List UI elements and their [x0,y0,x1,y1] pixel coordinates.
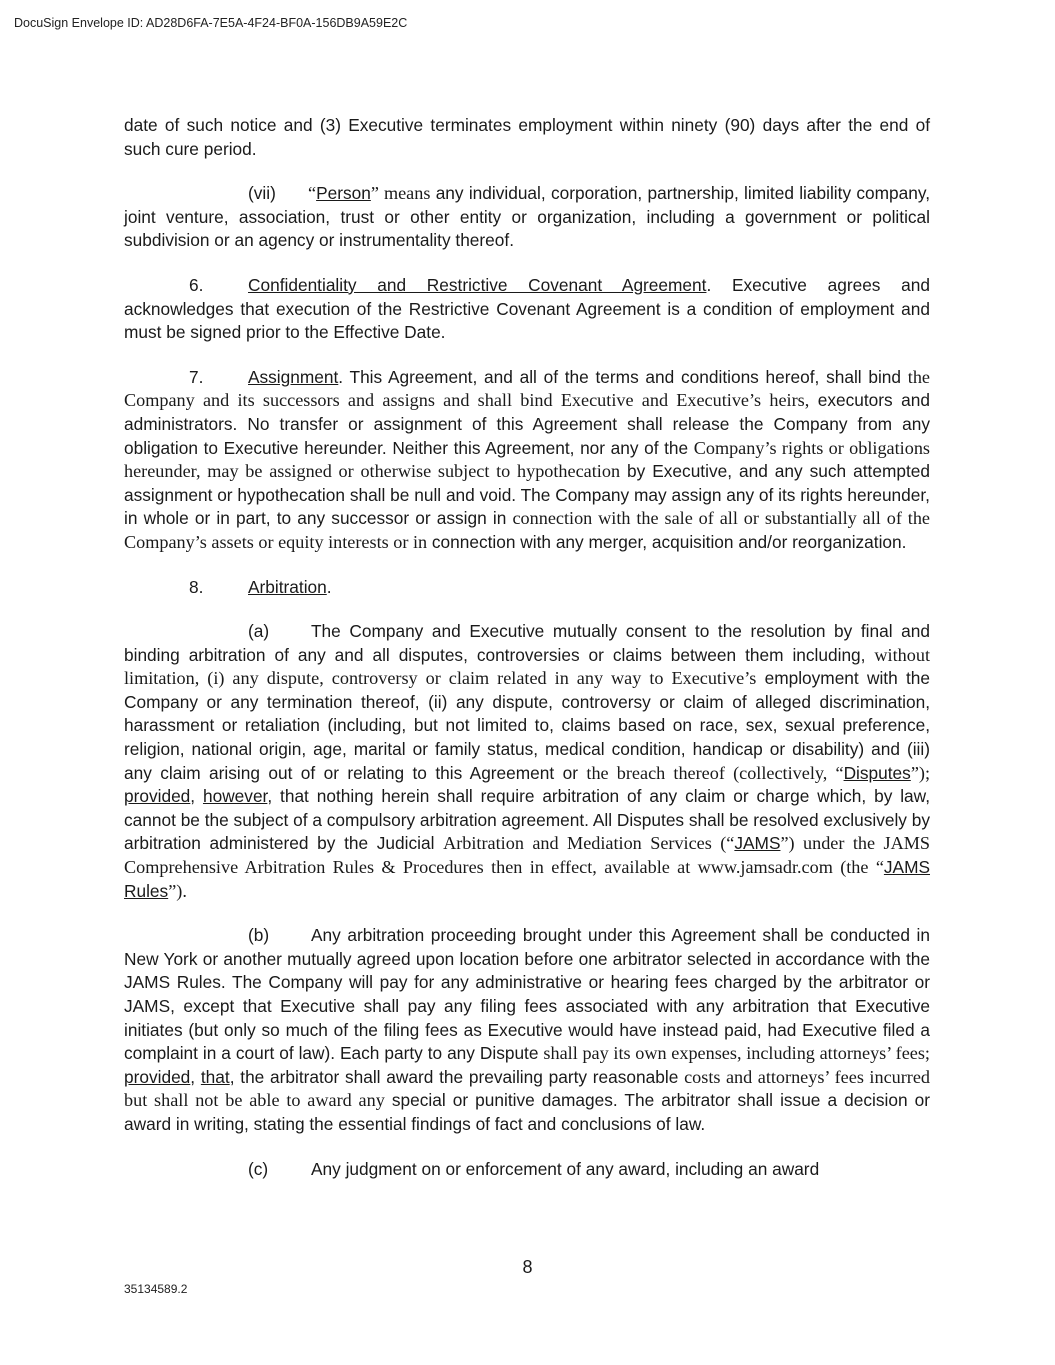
defined-term-person: Person [316,183,371,204]
section-text: . This Agreement, and all of the terms and conditions hereof, shall bind [338,366,908,387]
subsection-a [124,620,930,903]
definition-text: any individual, corporation, partnership, limited liability company, joint venture, association, trust or other entity or organization, including a government or political subdivision or an agency or instrumentality thereof. [124,183,930,251]
defined-term-jams: JAMS [734,833,781,854]
section-6 [124,274,930,345]
section-number: 7. [189,366,204,387]
subsection-text: , the arbitrator shall award the prevailing party reasonable [229,1066,685,1087]
section-text-serif: connection with the sale of all or substantially all of the Company’s assets or equity interests or in [124,508,930,552]
subsection-number: (a) [248,621,270,642]
subsection-number: (c) [248,1158,269,1179]
section-heading-period: . [326,576,332,597]
subsection-b [124,924,930,1136]
section-text: by Executive, and any such attempted assignment or hypothecation shall be null and void. The Company may assign any of its rights hereunder, in whole or in part, to any successor or assign in [124,461,930,529]
page-body [124,114,930,1202]
comma: , [190,786,203,807]
defined-term-jams-rules: JAMS Rules [124,857,930,901]
subsection-text-serif: ”); [910,762,930,783]
comma: , [190,1066,201,1087]
term-provided: provided [124,786,191,807]
section-number: 6. [189,274,204,295]
subsection-text: Any arbitration proceeding brought under this Agreement shall be conducted in New York or another mutually agreed upon location before one arbitrator selected in accordance with the JAMS Rules. The Company will pay for any administrative or hearing fees charged by the arbitrator or JAMS, except that Executive shall pay any filing fees associated with any arbitration that Executive initiates (but only so much of the filing fees as Executive would have instead paid, had Executive filed a complaint in a court of law). Each party to any Dispute [124,925,930,1064]
section-heading: Assignment [248,366,339,387]
document-id: 35134589.2 [124,1282,188,1296]
section-text: executors and administrators. No transfer or assignment of this Agreement shall release the Company from any obligation to Executive hereunder. Neither this Agreement, nor any of the [124,390,931,458]
docusign-envelope-id: DocuSign Envelope ID: AD28D6FA-7E5A-4F24-BF0A-156DB9A59E2C [14,16,408,30]
subsection-text: The Company and Executive mutually consent to the resolution by final and binding arbitration of any and all disputes, controversies or claims between them including, [124,621,930,665]
subsection-text: , that nothing herein shall require arbitration of any claim or charge which, by law, cannot be the subject of a compulsory arbitration agreement. All Disputes shall be resolved exclusively by arbitration administered by the Judicial [124,786,931,854]
section-7 [124,366,930,555]
section-text: . Executive agrees and acknowledges that execution of the Restrictive Covenant Agreement is a condition of employment and must be signed prior to the Effective Date. [124,274,930,343]
subsection-text: employment with the Company or any termination thereof, (ii) any dispute, controversy or claim of alleged discrimination, harassment or retaliation (including, but not limited to, claims based on race, sex, sexual preference, religion, national origin, age, marital or family status, medical condition, handicap or disability) and (iii) any claim arising out of or relating to this Agreement or [124,668,930,783]
subsection-c [124,1158,930,1182]
page-number: 8 [522,1257,533,1277]
continuation-paragraph [124,114,930,161]
subsection-text-serif: ”). [168,880,187,901]
subsection-text-serif: ”) under the JAMS Comprehensive Arbitration Rules & Procedures then in effect, available at www.jamsadr.com (the “ [124,833,930,878]
section-text-serif: the Company and its successors and assigns and shall bind Executive and Executive’s heirs, [124,366,930,411]
term-however: however [202,786,268,807]
term-that: that [200,1066,230,1087]
term-provided: provided [124,1066,191,1087]
definition-vii [124,182,930,253]
subsection-text: Any judgment on or enforcement of any award, including an award [311,1158,820,1179]
defined-term-disputes: Disputes [843,762,911,783]
section-8 [124,576,930,600]
section-number: 8. [189,576,204,597]
continuation-text: date of such notice and (3) Executive terminates employment within ninety (90) days after the end of such cure period. [124,115,930,159]
quote-close: ” means [370,183,431,204]
section-text: connection with any merger, acquisition and/or reorganization. [427,531,907,552]
clause-number: (vii) [248,183,276,204]
subsection-text-serif: without limitation, (i) any dispute, controversy or claim related in any way to Executive’s [124,644,930,689]
subsection-text-serif: Arbitration and Mediation Services (“ [443,833,735,854]
section-heading: Confidentiality and Restrictive Covenant Agreement [248,274,707,295]
subsection-text-serif: costs and attorneys’ fees incurred but shall not be able to award any [124,1066,931,1111]
section-text-serif: Company’s rights or obligations hereunder, may be assigned or otherwise subject to hypothecation [124,437,930,482]
quote-open: “ [303,183,317,204]
subsection-text-serif: shall pay its own expenses, including attorneys’ fees; [543,1043,930,1064]
subsection-text: special or punitive damages. The arbitrator shall issue a decision or award in writing, stating the essential findings of fact and conclusions of law. [124,1090,930,1134]
subsection-number: (b) [248,925,270,946]
subsection-text-serif: the breach thereof (collectively, “ [586,762,844,783]
section-heading: Arbitration [248,576,327,597]
